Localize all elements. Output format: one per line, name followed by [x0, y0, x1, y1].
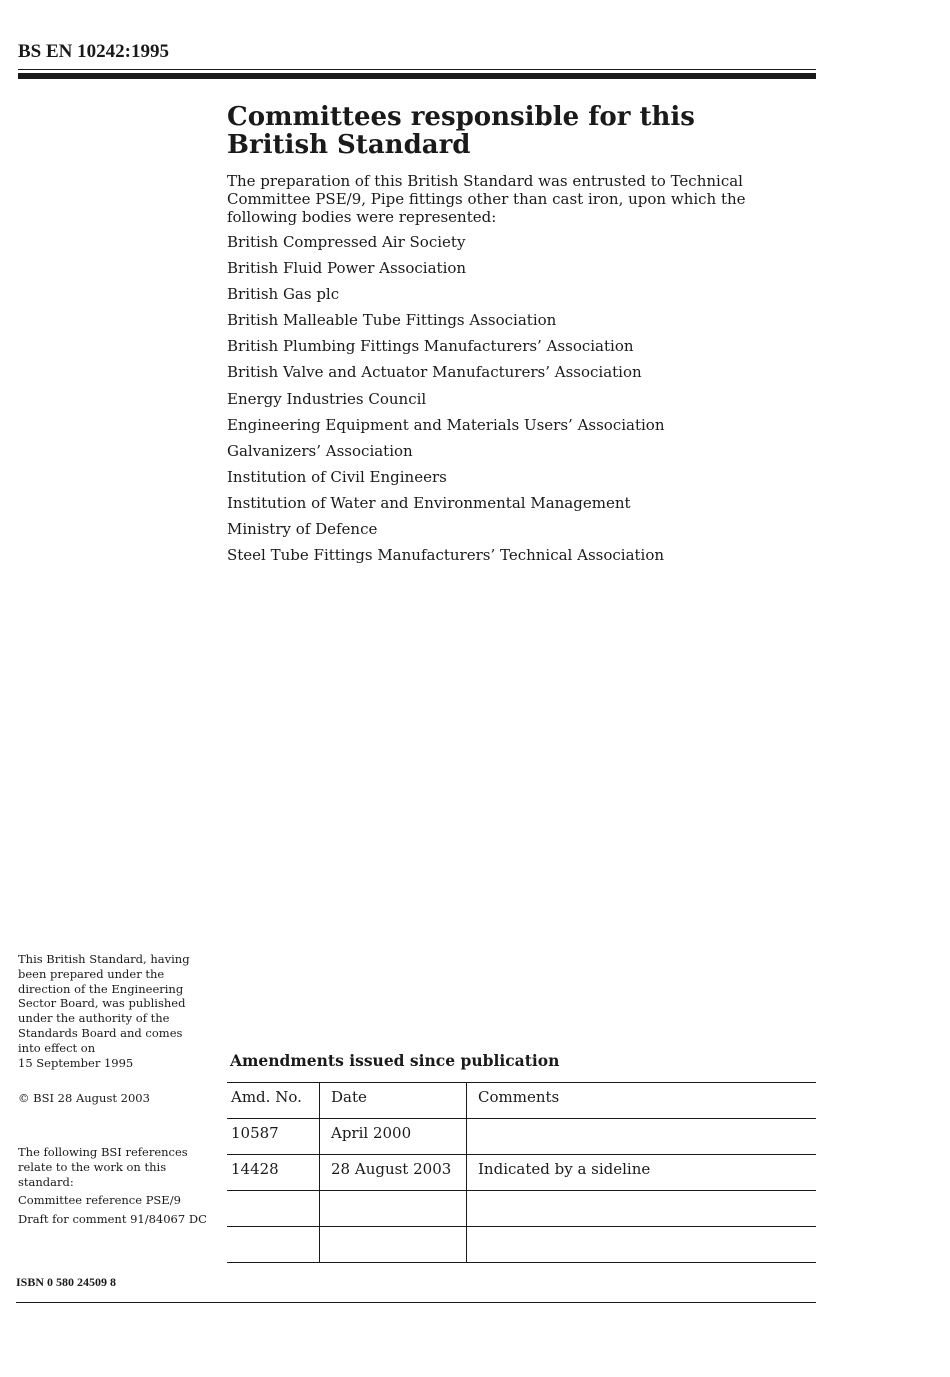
document-id: BS EN 10242:1995 — [18, 41, 169, 62]
page-title — [227, 103, 787, 159]
amendments-table — [227, 1082, 816, 1263]
header-rule-thick — [18, 73, 816, 79]
amendments-title: Amendments issued since publication — [230, 1051, 560, 1070]
list-item: Institution of Civil Engineers — [227, 467, 447, 486]
header-amd-no: Amd. No. — [227, 1083, 320, 1119]
list-item: British Gas plc — [227, 285, 340, 304]
header-comments: Comments — [467, 1083, 817, 1119]
list-item: Steel Tube Fittings Manufacturers’ Technical Association — [227, 546, 665, 565]
represented-bodies-list — [227, 234, 664, 573]
publication-note-line: into effect on — [18, 1040, 96, 1055]
list-item: Engineering Equipment and Materials Users’ Association — [227, 415, 665, 434]
copyright-note: © BSI 28 August 2003 — [18, 1091, 150, 1105]
cell-amd-no: 14428 — [227, 1155, 320, 1191]
draft-reference: Draft for comment 91/84067 DC — [18, 1212, 207, 1227]
list-item: Institution of Water and Environmental Management — [227, 493, 631, 512]
header-rule-thin — [18, 69, 816, 70]
list-item: British Valve and Actuator Manufacturers’ Association — [227, 363, 642, 382]
header-date: Date — [320, 1083, 467, 1119]
cell-date: 28 August 2003 — [320, 1155, 467, 1191]
cell-date — [320, 1191, 467, 1227]
cell-amd-no: 10587 — [227, 1119, 320, 1155]
table-row — [227, 1155, 816, 1191]
publication-note-line: under the authority of the — [18, 1011, 170, 1026]
list-item: Galvanizers’ Association — [227, 441, 413, 460]
isbn: ISBN 0 580 24509 8 — [16, 1275, 117, 1289]
publication-note-line: Standards Board and comes — [18, 1025, 183, 1040]
references-line: standard: — [18, 1174, 74, 1189]
list-item: Energy Industries Council — [227, 389, 427, 408]
list-item: Ministry of Defence — [227, 520, 378, 539]
page-title-line-2: British Standard — [227, 130, 471, 160]
footer-rule — [16, 1302, 816, 1303]
list-item: British Fluid Power Association — [227, 259, 467, 278]
cell-amd-no — [227, 1227, 320, 1263]
cell-comments — [467, 1191, 817, 1227]
intro-paragraph: The preparation of this British Standard was entrusted to Technical Committee PSE/9, Pipe fittings other than cast iron, upon which the following bodies were represented: — [227, 172, 746, 226]
table-row — [227, 1119, 816, 1155]
cell-amd-no — [227, 1191, 320, 1227]
publication-note — [18, 952, 218, 1070]
table-header-row — [227, 1083, 816, 1119]
cell-date: April 2000 — [320, 1119, 467, 1155]
publication-note-line: This British Standard, having — [18, 952, 190, 966]
list-item: British Compressed Air Society — [227, 233, 466, 251]
page-title-line-1: Committees responsible for this — [227, 102, 695, 132]
publication-note-line: direction of the Engineering — [18, 981, 184, 996]
cell-comments: Indicated by a sideline — [467, 1155, 817, 1191]
list-item: British Plumbing Fittings Manufacturers’ Association — [227, 337, 634, 356]
table-row — [227, 1227, 816, 1263]
references-line: The following BSI references — [18, 1145, 188, 1159]
list-item: British Malleable Tube Fittings Association — [227, 311, 557, 330]
cell-date — [320, 1227, 467, 1263]
bsi-references-note — [18, 1145, 218, 1227]
publication-note-line: Sector Board, was published — [18, 996, 186, 1011]
publication-note-line: 15 September 1995 — [18, 1055, 134, 1070]
cell-comments — [467, 1227, 817, 1263]
cell-comments — [467, 1119, 817, 1155]
references-line: relate to the work on this — [18, 1159, 167, 1174]
committee-reference: Committee reference PSE/9 — [18, 1193, 181, 1208]
table-row — [227, 1191, 816, 1227]
publication-note-line: been prepared under the — [18, 966, 165, 981]
